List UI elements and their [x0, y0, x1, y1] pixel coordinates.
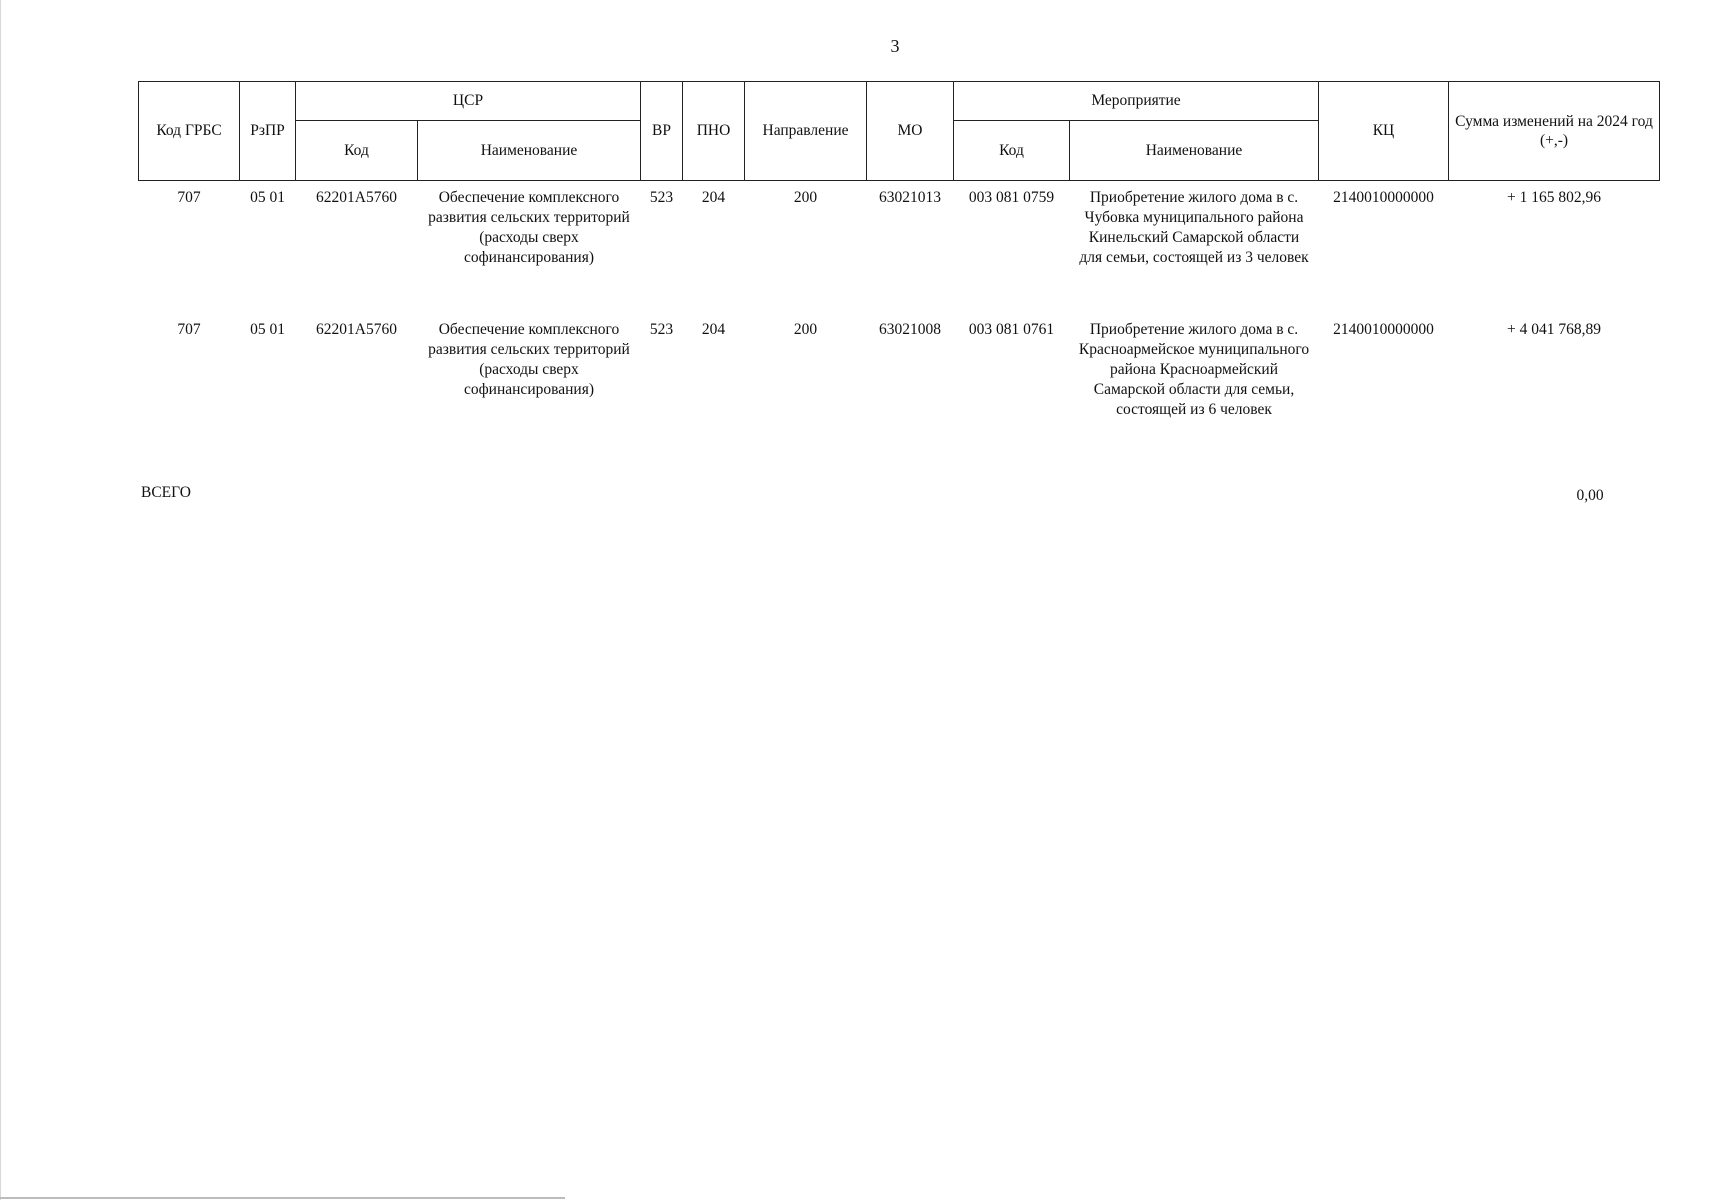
cell-rzpr: 05 01	[250, 321, 285, 338]
cell-amount: + 4 041 768,89	[1507, 321, 1601, 338]
cell-grbs: 707	[177, 321, 201, 338]
budget-changes-table	[138, 81, 1660, 445]
table-row	[139, 181, 1660, 314]
cell-csr-code: 62201A5760	[316, 189, 397, 206]
cell-pno: 204	[701, 321, 726, 338]
cell-kc: 2140010000000	[1333, 189, 1434, 206]
cell-csr-name: Обеспечение комплексного развития сельских территорий (расходы сверх софинансирования)	[428, 189, 630, 266]
cell-direction: 200	[793, 189, 818, 206]
scan-left-edge	[0, 0, 1, 1200]
cell-mo: 63021013	[879, 189, 941, 206]
cell-csr-code: 62201A5760	[316, 321, 397, 338]
header-csr: ЦСР	[296, 82, 641, 121]
cell-event-name: Приобретение жилого дома в с. Чубовка муниципального района Кинельский Самарской области для семьи, состоящей из 3 человек	[1079, 189, 1309, 266]
cell-direction: 200	[793, 321, 818, 338]
header-csr-code: Код	[296, 121, 418, 181]
cell-mo: 63021008	[879, 321, 941, 338]
total-value: 0,00	[1576, 487, 1604, 504]
cell-event-code: 003 081 0761	[968, 321, 1055, 338]
cell-csr-name: Обеспечение комплексного развития сельских территорий (расходы сверх софинансирования)	[428, 321, 630, 398]
cell-event-name: Приобретение жилого дома в с. Красноармейское муниципального района Красноармейский Самарской области для семьи, состоящей из 6 человек	[1078, 321, 1310, 418]
header-direction: Направление	[745, 82, 867, 181]
cell-grbs: 707	[177, 189, 201, 206]
table-row	[139, 313, 1660, 445]
header-event: Мероприятие	[954, 82, 1319, 121]
scan-bottom-edge	[0, 1197, 565, 1199]
total-label: ВСЕГО	[141, 484, 191, 501]
cell-vr: 523	[649, 189, 674, 206]
header-grbs: Код ГРБС	[139, 82, 240, 181]
header-kc: КЦ	[1319, 82, 1449, 181]
cell-pno: 204	[701, 189, 726, 206]
cell-kc: 2140010000000	[1333, 321, 1434, 338]
page-number: 3	[890, 36, 900, 56]
header-rzpr: РзПР	[240, 82, 296, 181]
cell-vr: 523	[649, 321, 674, 338]
header-event-name: Наименование	[1070, 121, 1319, 181]
header-amount: Сумма изменений на 2024 год (+,-)	[1449, 82, 1660, 181]
cell-amount: + 1 165 802,96	[1507, 189, 1601, 206]
cell-rzpr: 05 01	[250, 189, 285, 206]
header-vr: ВР	[641, 82, 683, 181]
header-mo: МО	[867, 82, 954, 181]
header-event-code: Код	[954, 121, 1070, 181]
header-pno: ПНО	[683, 82, 745, 181]
header-csr-name: Наименование	[418, 121, 641, 181]
table-header	[139, 82, 1660, 181]
cell-event-code: 003 081 0759	[968, 189, 1055, 206]
